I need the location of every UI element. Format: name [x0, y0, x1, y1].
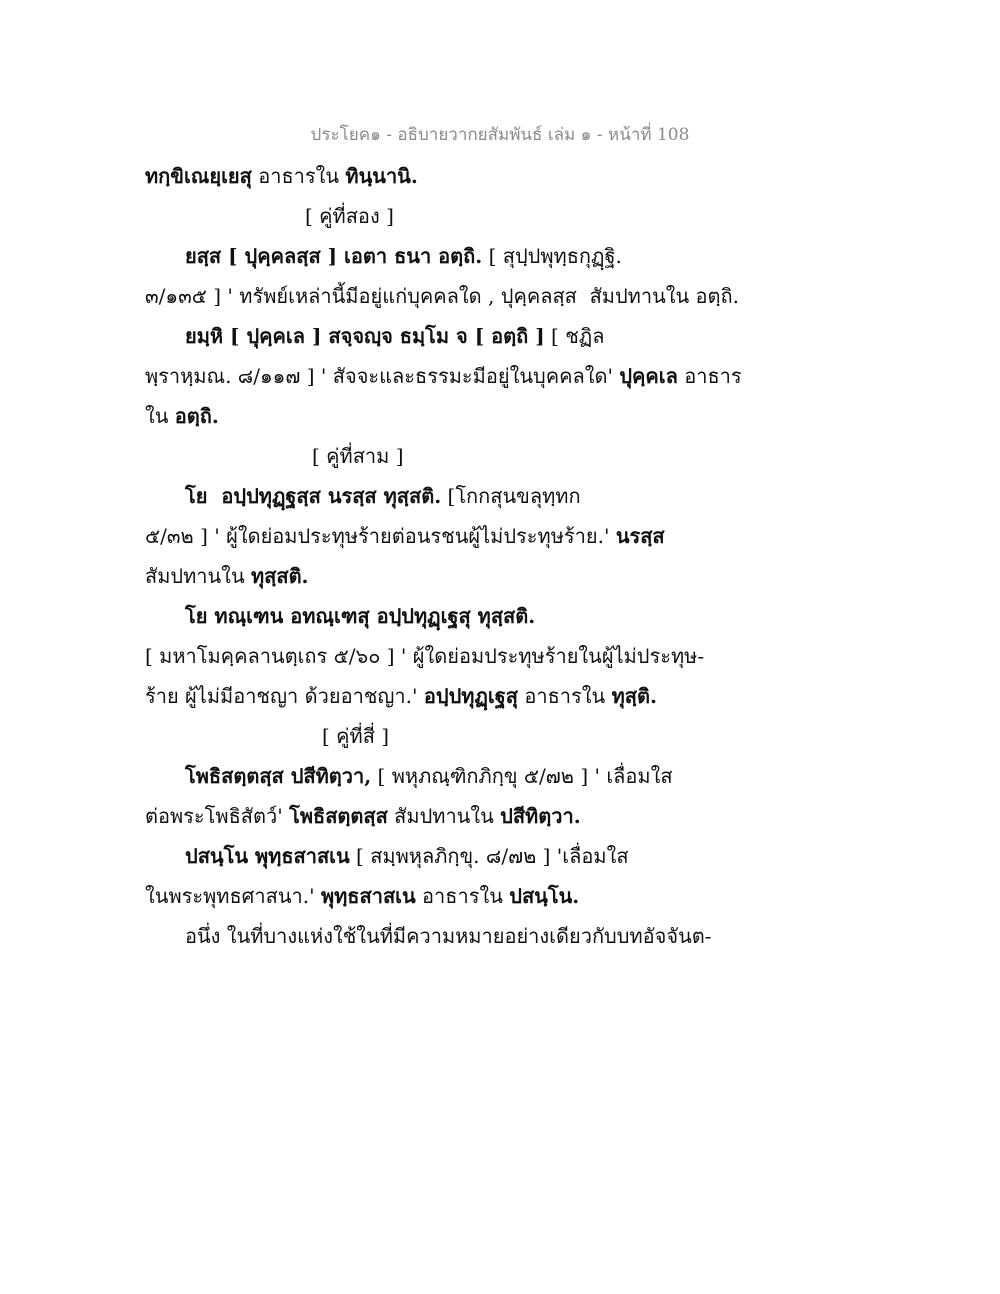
pali-term: ทกฺขิเณยฺเยสุ	[145, 164, 252, 188]
pali-term: อตฺถิ.	[174, 404, 219, 428]
pali-term: โพธิสตฺตสฺส	[289, 804, 388, 828]
pali-sentence: โพธิสตฺตสฺส ปสีทิตฺวา,	[185, 764, 372, 788]
body-text: ร้าย ผู้ไม่มีอาชญา ด้วยอาชญา.'	[145, 684, 424, 708]
text-line	[145, 156, 965, 196]
pali-term: ทุสฺสติ.	[250, 564, 309, 588]
text-line	[145, 636, 965, 676]
pali-term: ปสนฺโน.	[509, 884, 580, 908]
text-line	[145, 476, 965, 516]
pali-term: อปฺปทุฏฺเฐสุ	[423, 684, 518, 708]
body-text: สัมปทานใน	[387, 804, 501, 828]
section-heading	[145, 716, 965, 756]
text-line	[145, 876, 965, 916]
body-text: พฺราหฺมณ. ๘/๑๑๗ ] ' สัจจะและธรรมะมีอยู่ในบุคคลใด'	[145, 364, 620, 388]
text-line	[145, 796, 965, 836]
body-text: ในพระพุทธศาสนา.'	[145, 884, 321, 908]
body-text: อนึ่ง ในที่บางแห่งใช้ในที่มีความหมายอย่างเดียวกับบทอัจจันต-	[185, 924, 712, 948]
text-line	[145, 276, 965, 316]
body-text: [ มหาโมคฺคลานตฺเถร ๕/๖๐ ] ' ผู้ใดย่อมประทุษร้ายในผู้ไม่ประทุษ-	[145, 644, 705, 668]
pali-term: ปุคฺคเล	[619, 364, 678, 388]
text-line	[145, 756, 965, 796]
body-text: [ ชฏิล	[544, 324, 605, 348]
text-line	[145, 556, 965, 596]
section-heading	[145, 196, 965, 236]
text-line	[145, 596, 965, 636]
pali-term: นรสฺส	[615, 524, 665, 548]
body-text: อาธารใน	[517, 684, 612, 708]
pali-term: ทินฺนานิ.	[345, 164, 418, 188]
section-heading-text: [ คู่ที่สอง ]	[305, 204, 394, 228]
body-text: [ สุปฺปพุทฺธกุฏฺฐิ.	[482, 244, 622, 268]
body-text: อาธารใน	[251, 164, 346, 188]
running-header: ประโยค๑ - อธิบายวากยสัมพันธ์ เล่ม ๑ - หน้าที่ 108	[310, 125, 690, 145]
text-line	[145, 676, 965, 716]
text-line	[145, 236, 965, 276]
pali-sentence: ปสนฺโน พุทฺธสาสเน	[185, 844, 350, 868]
text-line	[145, 916, 965, 956]
text-line	[145, 396, 965, 436]
document-body	[145, 156, 965, 956]
body-text: [ สมฺพหุลภิกฺขุ. ๘/๗๒ ] 'เลื่อมใส	[349, 844, 629, 868]
pali-term: ทุสฺติ.	[611, 684, 657, 708]
text-line	[145, 836, 965, 876]
body-text: [ พหุภณฺฑิกภิกฺขุ ๕/๗๒ ] ' เลื่อมใส	[371, 764, 673, 788]
text-line	[145, 516, 965, 556]
body-text: สัมปทานใน	[145, 564, 251, 588]
body-text: ต่อพระโพธิสัตว์'	[145, 804, 290, 828]
pali-sentence: โย อปฺปทุฏฺฐสฺส นรสฺส ทุสฺสติ.	[185, 484, 442, 508]
body-text: อาธาร	[677, 364, 742, 388]
text-line	[145, 356, 965, 396]
body-text: [โกกสุนขลุทฺทก	[441, 484, 581, 508]
pali-term: ปสีทิตฺวา.	[500, 804, 581, 828]
body-text: ๕/๓๒ ] ' ผู้ใดย่อมประทุษร้ายต่อนรชนผู้ไม่ประทุษร้าย.'	[145, 524, 616, 548]
text-line	[145, 316, 965, 356]
section-heading-text: [ คู่ที่สี่ ]	[322, 724, 390, 748]
pali-term: พุทฺธสาสเน	[320, 884, 416, 908]
body-text: ใน	[145, 404, 175, 428]
section-heading	[145, 436, 965, 476]
body-text: อาธารใน	[415, 884, 510, 908]
body-text: ๓/๑๓๕ ] ' ทรัพย์เหล่านี้มีอยู่แก่บุคคลใด , ปุคฺคลสฺส สัมปทานใน อตฺถิ.	[145, 284, 740, 308]
pali-sentence: ยมฺหิ [ ปุคฺคเล ] สจฺจญฺจ ธมฺโม จ [ อตฺถิ ]	[185, 324, 545, 348]
pali-sentence: ยสฺส [ ปุคฺคลสฺส ] เอตา ธนา อตฺถิ.	[185, 244, 483, 268]
pali-sentence: โย ทณฺเฑน อทณฺเฑสุ อปฺปทุฏฺเฐสุ ทุสฺสติ.	[185, 604, 536, 628]
section-heading-text: [ คู่ที่สาม ]	[312, 444, 404, 468]
